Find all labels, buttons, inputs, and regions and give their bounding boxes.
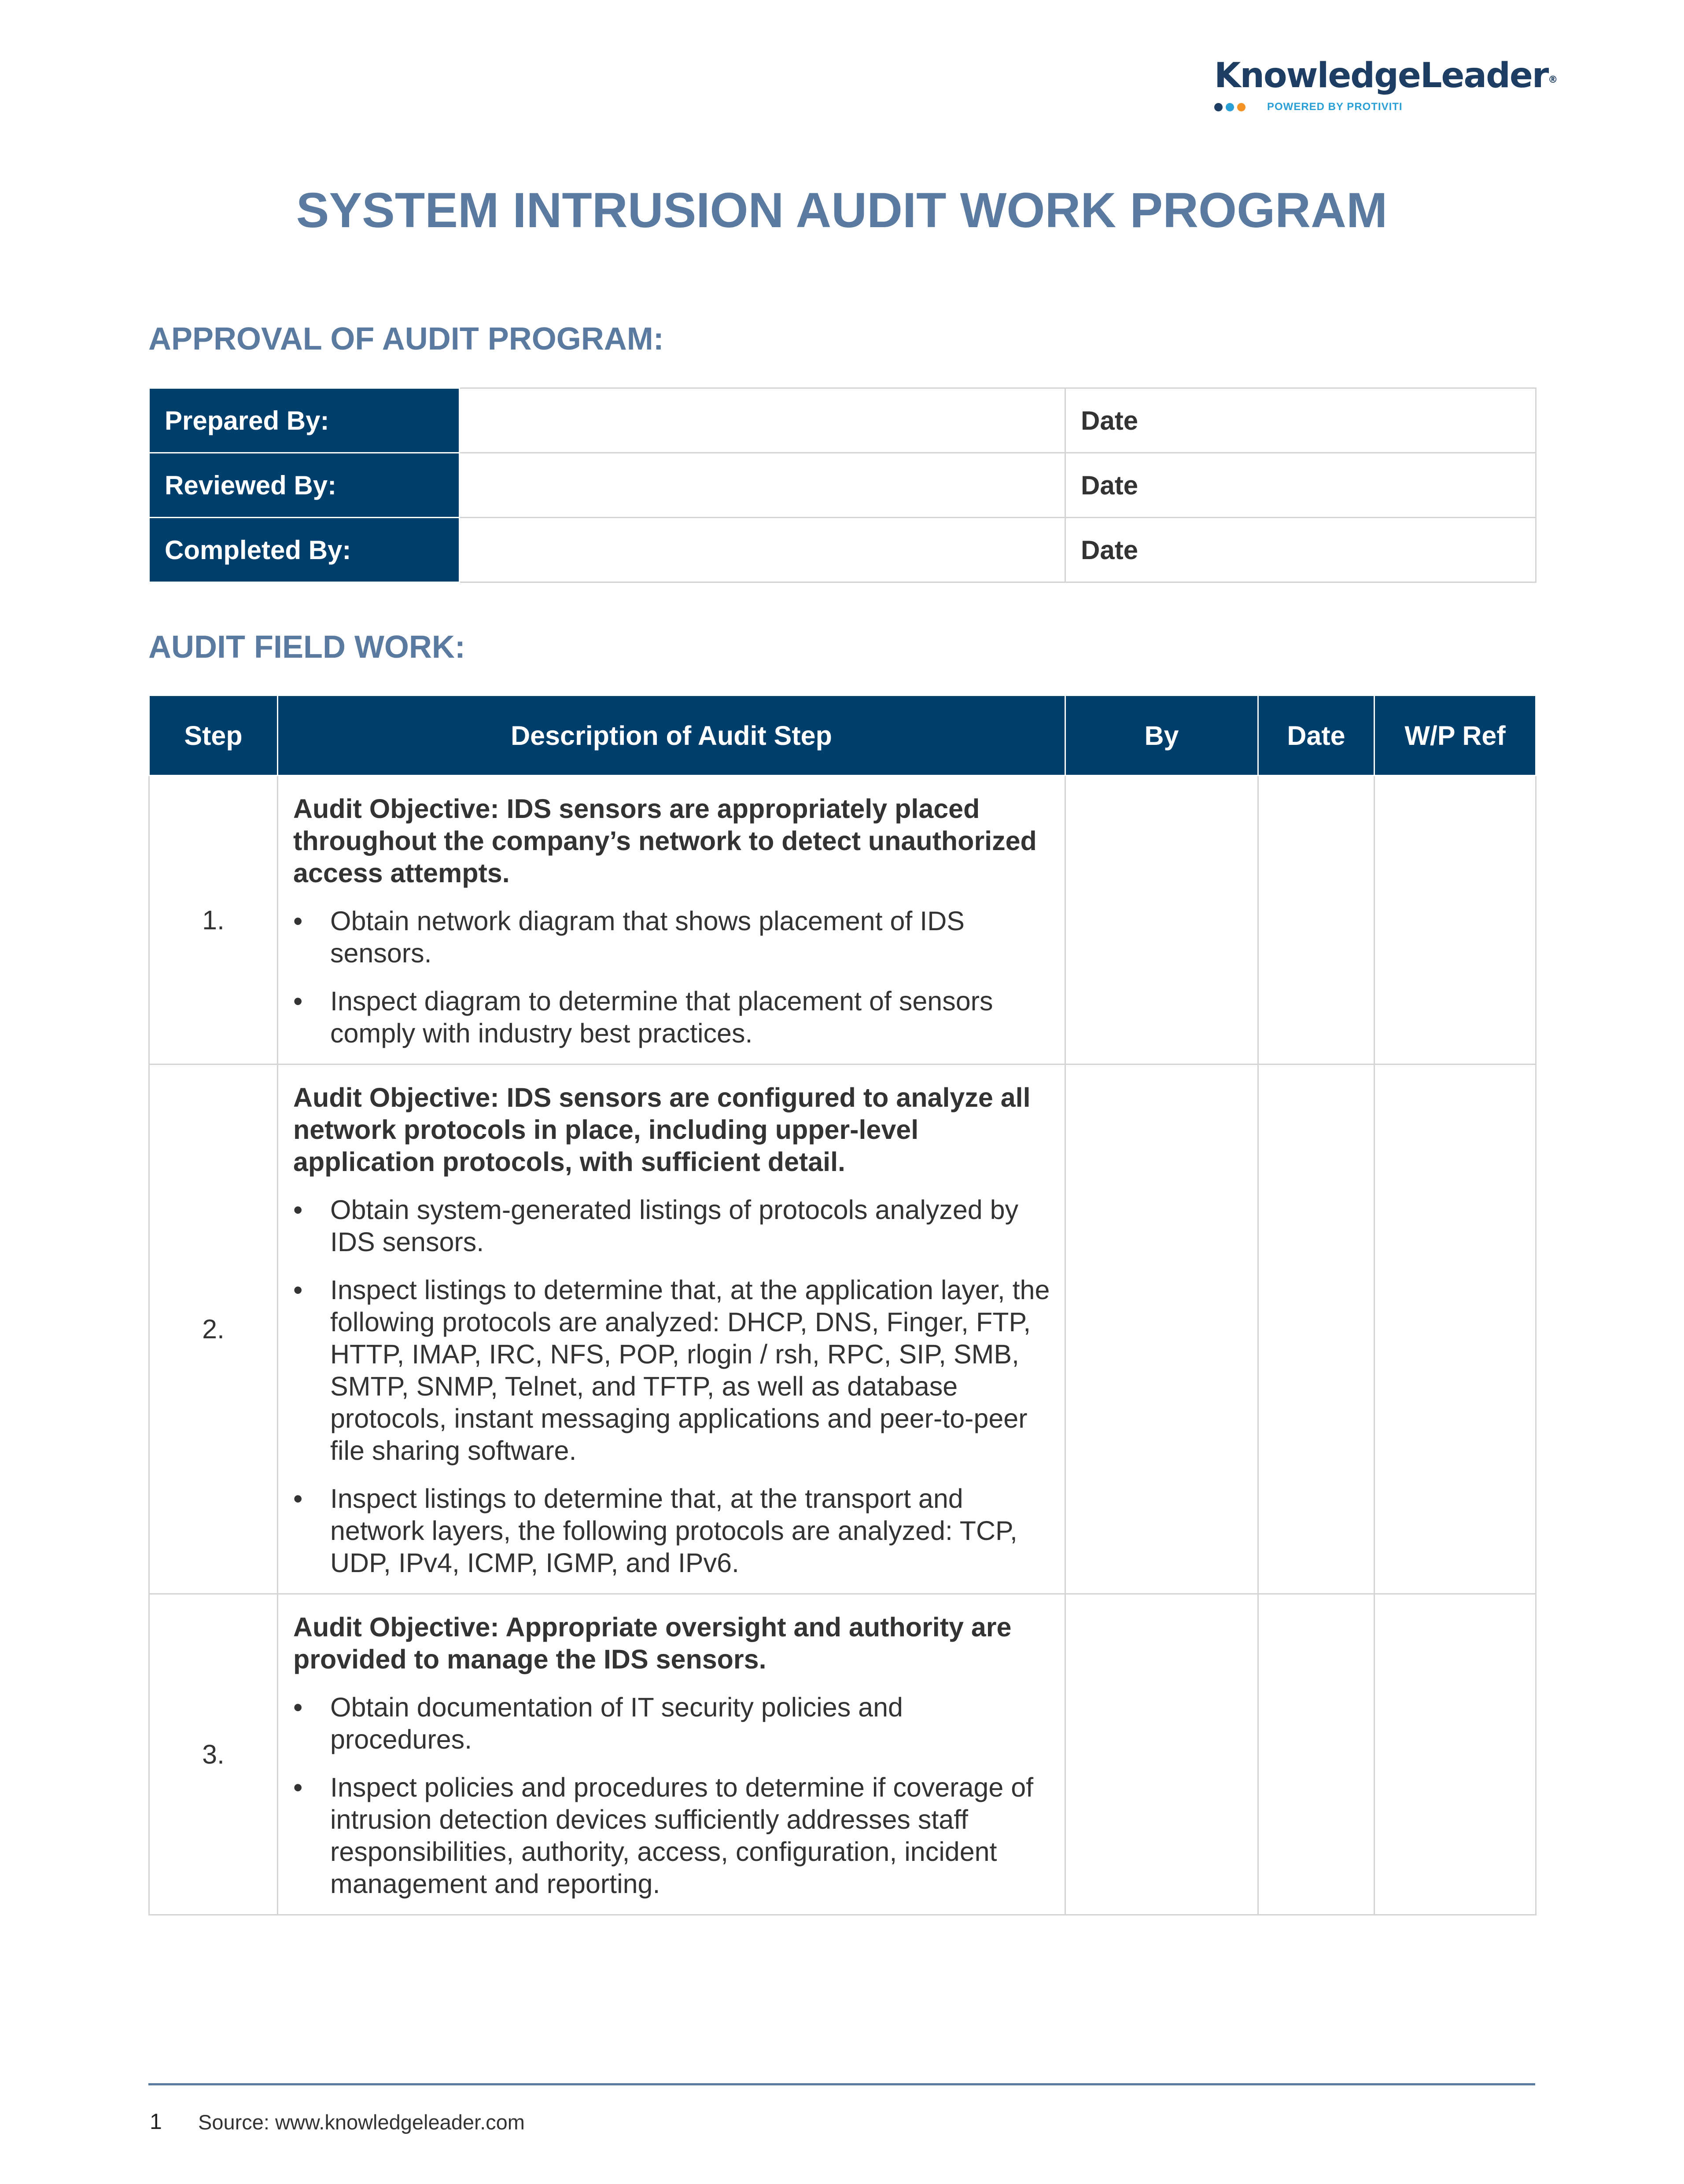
approval-heading: APPROVAL OF AUDIT PROGRAM: [148, 321, 664, 357]
step-number: 3. [149, 1594, 278, 1915]
footer-divider [148, 2083, 1535, 2085]
table-header-row [149, 696, 1536, 776]
by-cell[interactable] [1065, 776, 1258, 1064]
column-header-by: By [1065, 696, 1258, 776]
procedure-item: • Obtain system-generated listings of protocols analyzed by IDS sensors. [293, 1194, 1051, 1258]
wp-ref-cell[interactable] [1374, 1594, 1536, 1915]
table-row [149, 1594, 1536, 1915]
date-cell[interactable] [1258, 776, 1374, 1064]
procedure-list [293, 1194, 1051, 1579]
wp-ref-cell[interactable] [1374, 776, 1536, 1064]
approval-table [148, 387, 1537, 583]
logo-dot-icon [1237, 103, 1245, 111]
step-description [278, 1594, 1065, 1915]
completed-by-label: Completed By: [149, 518, 460, 582]
completed-by-field[interactable] [460, 518, 1065, 582]
audit-objective: Audit Objective: Appropriate oversight and authority are provided to manage the IDS sensors. [293, 1612, 1012, 1674]
page-number: 1 [150, 2109, 162, 2134]
field-work-heading: AUDIT FIELD WORK: [148, 630, 465, 665]
step-description [278, 1064, 1065, 1594]
prepared-date-field[interactable] [1065, 388, 1536, 453]
wp-ref-cell[interactable] [1374, 1064, 1536, 1594]
date-cell[interactable] [1258, 1064, 1374, 1594]
completed-date-field[interactable] [1065, 518, 1536, 582]
registered-mark: ® [1548, 74, 1557, 85]
knowledgeleader-logo [1214, 56, 1557, 113]
brand-tagline: POWERED BY PROTIVITI [1267, 101, 1403, 113]
procedure-item: • Inspect listings to determine that, at the transport and network layers, the following protocols are analyzed: TCP, UDP, IPv4, ICMP, IGMP, and IPv6. [293, 1483, 1051, 1579]
approval-row [149, 453, 1536, 518]
audit-objective: Audit Objective: IDS sensors are configured to analyze all network protocols in place, including upper-level application protocols, with sufficient detail. [293, 1083, 1031, 1177]
procedure-item: • Inspect policies and procedures to determine if coverage of intrusion detection devices sufficiently addresses staff responsibilities, authority, access, configuration, incident management and reporting. [293, 1772, 1051, 1900]
procedure-item: • Obtain documentation of IT security policies and procedures. [293, 1691, 1051, 1756]
source-note: Source: www.knowledgeleader.com [198, 2110, 525, 2134]
procedure-list [293, 905, 1051, 1050]
procedure-list [293, 1691, 1051, 1900]
date-label: Date [1081, 405, 1139, 435]
document-title: SYSTEM INTRUSION AUDIT WORK PROGRAM [296, 183, 1388, 238]
reviewed-date-field[interactable] [1065, 453, 1536, 518]
prepared-by-label: Prepared By: [149, 388, 460, 453]
column-header-description: Description of Audit Step [278, 696, 1065, 776]
logo-dot-icon [1226, 103, 1234, 111]
approval-row [149, 388, 1536, 453]
step-description [278, 776, 1065, 1064]
step-number: 1. [149, 776, 278, 1064]
table-row [149, 776, 1536, 1064]
procedure-item: • Inspect listings to determine that, at the application layer, the following protocols are analyzed: DHCP, DNS, Finger, FTP, HTTP, IMAP, IRC, NFS, POP, rlogin / rsh, RPC, SIP, SMB, SMTP, SNMP, Telnet, and TFTP, as well as database protocols, instant messaging applications and peer-to-peer file sharing software. [293, 1274, 1051, 1467]
audit-objective: Audit Objective: IDS sensors are appropriately placed throughout the company’s network to detect unauthorized access attempts. [293, 794, 1037, 888]
procedure-item: • Obtain network diagram that shows placement of IDS sensors. [293, 905, 1051, 969]
column-header-step: Step [149, 696, 278, 776]
date-label: Date [1081, 470, 1139, 500]
column-header-wp-ref: W/P Ref [1374, 696, 1536, 776]
reviewed-by-label: Reviewed By: [149, 453, 460, 518]
procedure-item: • Inspect diagram to determine that placement of sensors comply with industry best practices. [293, 985, 1051, 1050]
audit-steps-table [148, 695, 1537, 1915]
approval-row [149, 518, 1536, 582]
column-header-date: Date [1258, 696, 1374, 776]
prepared-by-field[interactable] [460, 388, 1065, 453]
by-cell[interactable] [1065, 1064, 1258, 1594]
by-cell[interactable] [1065, 1594, 1258, 1915]
logo-dot-icon [1214, 103, 1223, 111]
brand-name: KnowledgeLeader [1214, 56, 1548, 96]
table-row [149, 1064, 1536, 1594]
date-cell[interactable] [1258, 1594, 1374, 1915]
date-label: Date [1081, 535, 1139, 565]
step-number: 2. [149, 1064, 278, 1594]
reviewed-by-field[interactable] [460, 453, 1065, 518]
